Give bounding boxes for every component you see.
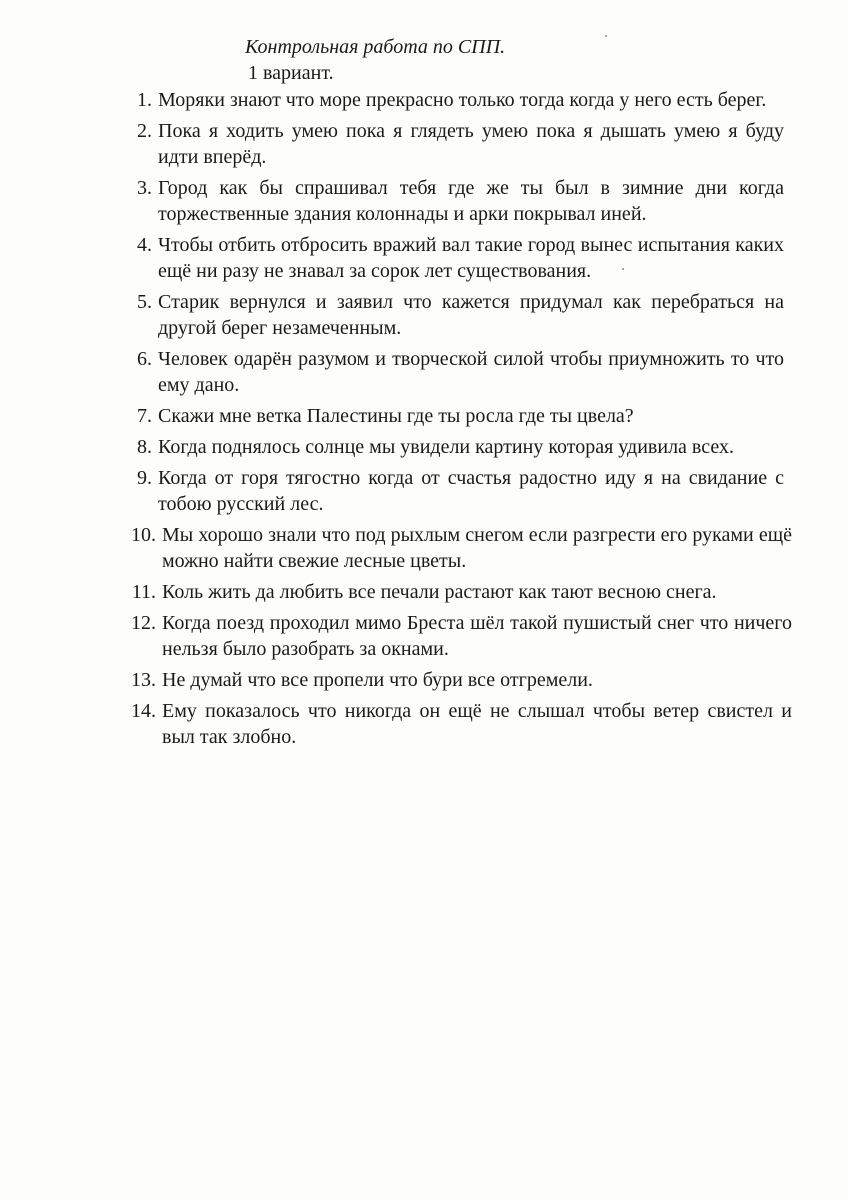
document-title: Контрольная работа по СПП. [245, 36, 506, 58]
item-text: Город как бы спрашивал тебя где же ты был в зимние дни когда торжественные здания колоннады и арки покрывал иней. [158, 177, 784, 225]
item-number: 1. [137, 89, 152, 111]
item-text: Скажи мне ветка Палестины где ты росла где ты цвела? [158, 405, 634, 427]
item-text: Мы хорошо знали что под рыхлым снегом если разгрести его руками ещё можно найти свежие лесные цветы. [162, 524, 792, 572]
item-number: 2. [137, 120, 152, 142]
item-number: 6. [137, 348, 152, 370]
scan-speck [605, 35, 607, 37]
item-text: Когда поезд проходил мимо Бреста шёл такой пушистый снег что ничего нельзя было разобрать за окнами. [162, 612, 792, 660]
list-item [0, 610, 792, 662]
sentence-list [0, 87, 848, 755]
item-number: 5. [137, 291, 152, 313]
item-text: Коль жить да любить все печали растают как тают весною снега. [162, 581, 717, 603]
item-number: 10. [131, 524, 156, 546]
list-item [0, 289, 784, 341]
list-item [0, 698, 792, 750]
list-item [0, 579, 792, 605]
item-text: Человек одарён разумом и творческой силой чтобы приумножить то что ему дано. [158, 348, 784, 396]
scan-speck [622, 268, 624, 270]
list-item [0, 346, 784, 398]
list-item [0, 465, 784, 517]
item-number: 9. [137, 467, 152, 489]
item-number: 4. [137, 234, 152, 256]
list-item [0, 522, 792, 574]
item-number: 3. [137, 177, 152, 199]
list-item [0, 118, 784, 170]
item-text: Не думай что все пропели что бури все отгремели. [162, 669, 593, 691]
item-text: Когда от горя тягостно когда от счастья радостно иду я на свидание с тобою русский лес. [158, 467, 784, 515]
list-item [0, 667, 792, 693]
list-item [0, 87, 784, 113]
item-text: Чтобы отбить отбросить вражий вал такие город вынес испытания каких ещё ни разу не знавал за сорок лет существования. [158, 234, 784, 282]
item-text: Пока я ходить умею пока я глядеть умею пока я дышать умею я буду идти вперёд. [158, 120, 784, 168]
item-text: Старик вернулся и заявил что кажется придумал как перебраться на другой берег незамеченным. [158, 291, 784, 339]
item-number: 13. [131, 669, 156, 691]
list-item [0, 403, 784, 429]
item-text: Ему показалось что никогда он ещё не слышал чтобы ветер свистел и выл так злобно. [162, 700, 792, 748]
item-number: 8. [137, 436, 152, 458]
list-item [0, 232, 784, 284]
variant-label: 1 вариант. [248, 62, 334, 84]
item-number: 12. [131, 612, 156, 634]
item-number: 14. [131, 700, 156, 722]
list-item [0, 175, 784, 227]
list-item [0, 434, 784, 460]
item-text: Когда поднялось солнце мы увидели картину которая удивила всех. [158, 436, 734, 458]
item-number: 7. [137, 405, 152, 427]
item-number: 11. [131, 581, 156, 603]
item-text: Моряки знают что море прекрасно только тогда когда у него есть берег. [158, 89, 767, 111]
